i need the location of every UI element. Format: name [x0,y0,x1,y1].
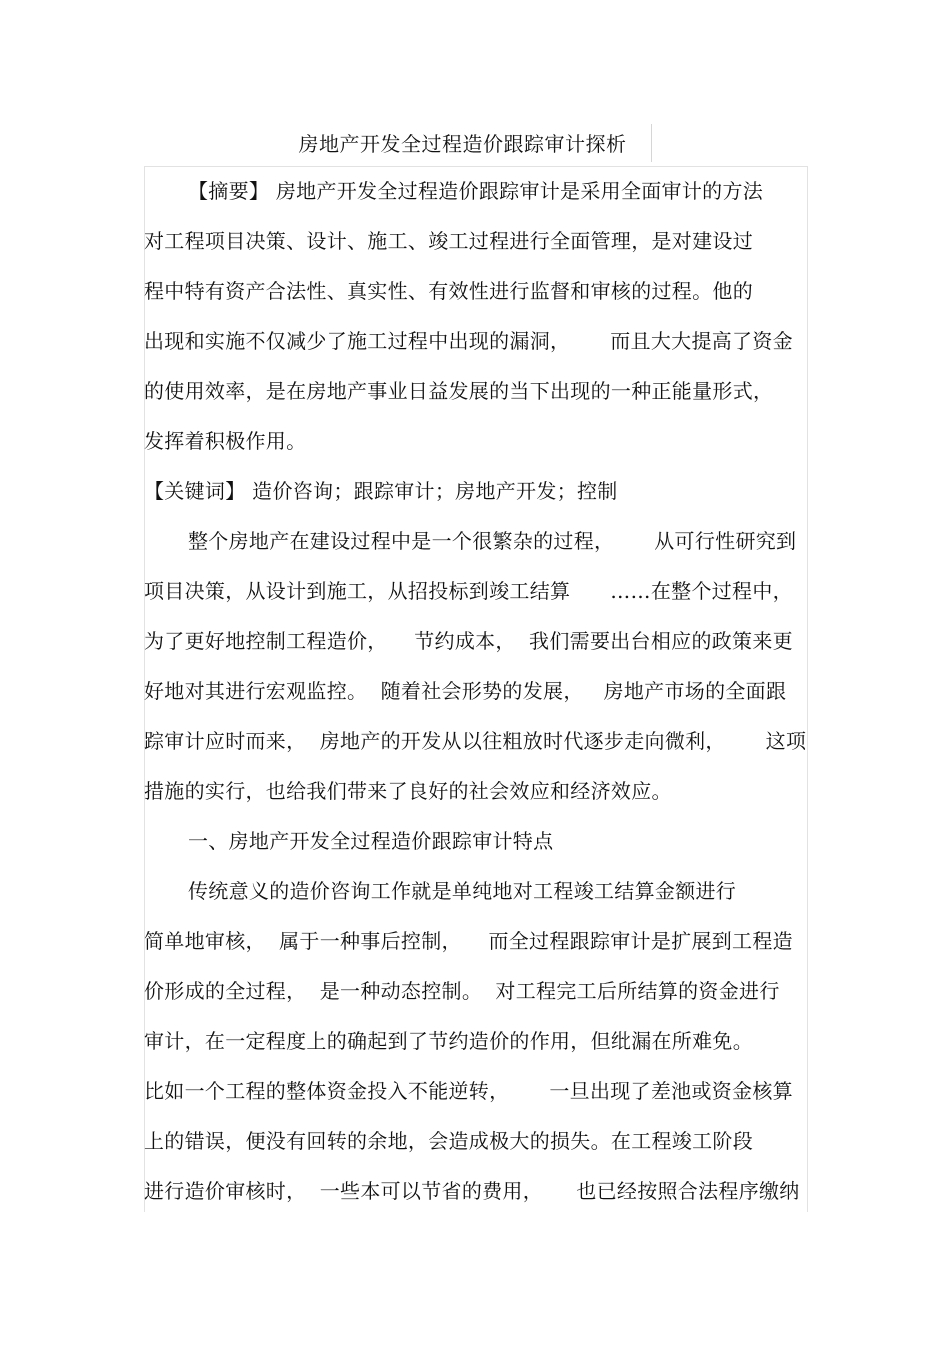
paragraph-1-line-6: 措施的实行，也给我们带来了良好的社会效应和经济效应。 [144,779,672,803]
paragraph-2-line-7: 进行造价审核时， 一些本可以节省的费用， 也已经按照合法程序缴纳 [144,1179,800,1203]
document-body [144,166,809,1216]
paragraph-2-line-4: 审计，在一定程度上的确起到了节约造价的作用，但纰漏在所难免。 [144,1029,753,1053]
abstract-line-3: 程中特有资产合法性、真实性、有效性进行监督和审核的过程。他的 [144,279,753,303]
abstract-line-6: 发挥着积极作用。 [144,429,307,453]
paragraph-1-line-5: 踪审计应时而来， 房地产的开发从以往粗放时代逐步走向微利， 这项 [144,729,807,753]
abstract-line-1: 【摘要】 房地产开发全过程造价跟踪审计是采用全面审计的方法 [188,179,764,203]
keywords-line: 【关键词】 造价咨询；跟踪审计；房地产开发；控制 [144,479,618,503]
paragraph-2-line-2: 简单地审核， 属于一种事后控制， 而全过程跟踪审计是扩展到工程造 [144,929,793,953]
paragraph-1-line-3: 为了更好地控制工程造价， 节约成本， 我们需要出台相应的政策来更 [144,629,793,653]
section-heading-1: 一、房地产开发全过程造价跟踪审计特点 [188,829,554,853]
paragraph-1-line-2: 项目决策，从设计到施工，从招投标到竣工结算 ……在整个过程中， [144,579,793,603]
paragraph-2-line-5: 比如一个工程的整体资金投入不能逆转， 一旦出现了差池或资金核算 [144,1079,793,1103]
paragraph-2-line-6: 上的错误，便没有回转的余地，会造成极大的损失。在工程竣工阶段 [144,1129,753,1153]
abstract-line-5: 的使用效率，是在房地产事业日益发展的当下出现的一种正能量形式， [144,379,774,403]
abstract-line-2: 对工程项目决策、设计、施工、竣工过程进行全面管理，是对建设过 [144,229,753,253]
paragraph-2-line-1: 传统意义的造价咨询工作就是单纯地对工程竣工结算金额进行 [188,879,737,903]
paragraph-2-line-3: 价形成的全过程， 是一种动态控制。 对工程完工后所结算的资金进行 [144,979,780,1003]
abstract-line-4: 出现和实施不仅减少了施工过程中出现的漏洞， 而且大大提高了资金 [144,329,793,353]
paragraph-1-line-1: 整个房地产在建设过程中是一个很繁杂的过程， 从可行性研究到 [188,529,797,553]
page-title: 房地产开发全过程造价跟踪审计探析 [298,132,627,156]
paragraph-1-line-4: 好地对其进行宏观监控。 随着社会形势的发展， 房地产市场的全面跟 [144,679,787,703]
